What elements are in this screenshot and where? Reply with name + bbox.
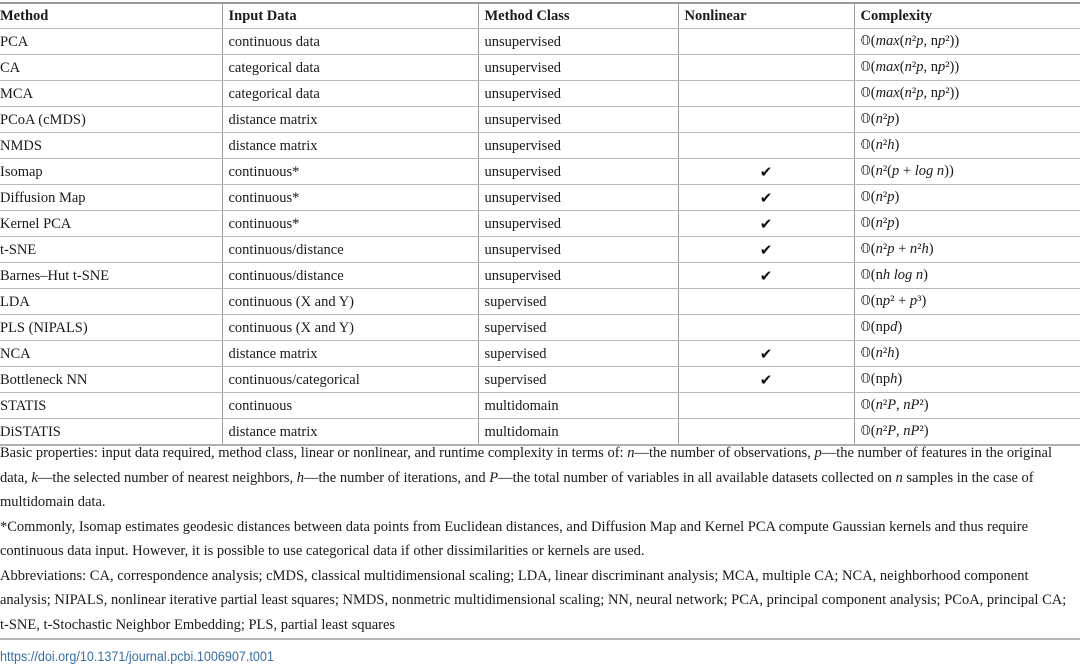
cell-method-class: unsupervised xyxy=(478,159,678,185)
cell-nonlinear xyxy=(678,81,854,107)
cell-complexity: 𝕆(max(n²p, np²)) xyxy=(854,55,1080,81)
cell-nonlinear xyxy=(678,29,854,55)
cell-complexity: 𝕆(npd) xyxy=(854,315,1080,341)
header-complexity: Complexity xyxy=(854,3,1080,29)
cell-method: Isomap xyxy=(0,159,222,185)
cell-method: PCA xyxy=(0,29,222,55)
cell-input-data: continuous* xyxy=(222,211,478,237)
header-method: Method xyxy=(0,3,222,29)
cell-method: CA xyxy=(0,55,222,81)
table-row xyxy=(0,159,1080,185)
cell-method-class: supervised xyxy=(478,315,678,341)
cell-method-class: unsupervised xyxy=(478,237,678,263)
cell-complexity: 𝕆(max(n²p, np²)) xyxy=(854,81,1080,107)
cell-method: Barnes–Hut t-SNE xyxy=(0,263,222,289)
cell-nonlinear xyxy=(678,237,854,263)
cell-complexity: 𝕆(n²P, nP²) xyxy=(854,419,1080,446)
cell-input-data: distance matrix xyxy=(222,419,478,446)
cell-nonlinear xyxy=(678,55,854,81)
note-basic-properties: Basic properties: input data required, method class, linear or nonlinear, and runtime complexity in terms of: n—the number of observations, p—the number of features in the original data, k—the selected number of nearest neighbors, h—the number of iterations, and P—the total number of variables in all available datasets collected on n samples in the case of multidomain data. xyxy=(0,445,1053,510)
table-row xyxy=(0,55,1080,81)
cell-input-data: continuous/categorical xyxy=(222,367,478,393)
cell-complexity: 𝕆(n²(p + log n)) xyxy=(854,159,1080,185)
cell-input-data: categorical data xyxy=(222,81,478,107)
cell-method-class: multidomain xyxy=(478,419,678,446)
checkmark-icon: ✔ xyxy=(759,266,773,285)
cell-complexity: 𝕆(n²h) xyxy=(854,341,1080,367)
cell-input-data: distance matrix xyxy=(222,107,478,133)
cell-method: NMDS xyxy=(0,133,222,159)
table-row xyxy=(0,185,1080,211)
cell-nonlinear xyxy=(678,393,854,419)
table-body xyxy=(0,29,1080,446)
cell-nonlinear xyxy=(678,133,854,159)
cell-nonlinear xyxy=(678,289,854,315)
table-row xyxy=(0,133,1080,159)
cell-nonlinear xyxy=(678,107,854,133)
cell-method: PLS (NIPALS) xyxy=(0,315,222,341)
cell-method-class: unsupervised xyxy=(478,55,678,81)
cell-input-data: continuous/distance xyxy=(222,237,478,263)
checkmark-icon: ✔ xyxy=(759,162,773,181)
cell-complexity: 𝕆(n²h) xyxy=(854,133,1080,159)
checkmark-icon: ✔ xyxy=(759,370,773,389)
table-row xyxy=(0,341,1080,367)
cell-method-class: supervised xyxy=(478,289,678,315)
cell-method: DiSTATIS xyxy=(0,419,222,446)
cell-method-class: multidomain xyxy=(478,393,678,419)
cell-complexity: 𝕆(max(n²p, np²)) xyxy=(854,29,1080,55)
cell-input-data: continuous* xyxy=(222,159,478,185)
cell-method: Bottleneck NN xyxy=(0,367,222,393)
cell-method: MCA xyxy=(0,81,222,107)
note-footnote-star: *Commonly, Isomap estimates geodesic distances between data points from Euclidean distances, and Diffusion Map and Kernel PCA compute Gaussian kernels and thus require continuous data input. However, it is possible to use categorical data if other dissimilarities or kernels are used. xyxy=(0,518,1029,559)
cell-nonlinear xyxy=(678,159,854,185)
checkmark-icon: ✔ xyxy=(759,344,773,363)
cell-input-data: continuous (X and Y) xyxy=(222,315,478,341)
note-abbreviations: Abbreviations: CA, correspondence analysis; cMDS, classical multidimensional scaling; LDA, linear discriminant analysis; MCA, multiple CA; NCA, neighborhood component analysis; NIPALS, nonlinear iterative partial least squares; NMDS, nonmetric multidimensional scaling; NN, neural network; PCA, principal component analysis; PCoA, principal CA; t-SNE, t-Stochastic Neighbor Embedding; PLS, partial least squares xyxy=(0,567,1067,633)
cell-input-data: continuous (X and Y) xyxy=(222,289,478,315)
cell-nonlinear xyxy=(678,185,854,211)
table-row xyxy=(0,211,1080,237)
cell-nonlinear xyxy=(678,341,854,367)
cell-complexity: 𝕆(n²p + n²h) xyxy=(854,237,1080,263)
cell-method: LDA xyxy=(0,289,222,315)
cell-complexity: 𝕆(n²p) xyxy=(854,211,1080,237)
table-row xyxy=(0,393,1080,419)
cell-method: PCoA (cMDS) xyxy=(0,107,222,133)
cell-complexity: 𝕆(n²p) xyxy=(854,107,1080,133)
cell-nonlinear xyxy=(678,315,854,341)
cell-complexity: 𝕆(nh log n) xyxy=(854,263,1080,289)
table-row xyxy=(0,29,1080,55)
bottom-divider xyxy=(0,638,1080,640)
cell-method-class: unsupervised xyxy=(478,29,678,55)
table-row xyxy=(0,315,1080,341)
cell-method-class: supervised xyxy=(478,367,678,393)
cell-method-class: unsupervised xyxy=(478,263,678,289)
cell-method-class: unsupervised xyxy=(478,211,678,237)
cell-method-class: supervised xyxy=(478,341,678,367)
table-notes xyxy=(0,441,1078,637)
cell-nonlinear xyxy=(678,263,854,289)
table-row xyxy=(0,263,1080,289)
cell-method-class: unsupervised xyxy=(478,185,678,211)
cell-complexity: 𝕆(nph) xyxy=(854,367,1080,393)
cell-input-data: distance matrix xyxy=(222,133,478,159)
cell-method-class: unsupervised xyxy=(478,107,678,133)
cell-input-data: categorical data xyxy=(222,55,478,81)
table-row xyxy=(0,237,1080,263)
methods-table xyxy=(0,2,1080,446)
cell-method: STATIS xyxy=(0,393,222,419)
checkmark-icon: ✔ xyxy=(759,214,773,233)
table-row xyxy=(0,107,1080,133)
cell-method: Diffusion Map xyxy=(0,185,222,211)
cell-method-class: unsupervised xyxy=(478,81,678,107)
table-row xyxy=(0,367,1080,393)
cell-input-data: continuous xyxy=(222,393,478,419)
cell-method-class: unsupervised xyxy=(478,133,678,159)
methods-table-container xyxy=(0,2,1080,446)
table-row xyxy=(0,289,1080,315)
table-header-row xyxy=(0,3,1080,29)
header-input-data: Input Data xyxy=(222,3,478,29)
header-method-class: Method Class xyxy=(478,3,678,29)
cell-complexity: 𝕆(np² + p³) xyxy=(854,289,1080,315)
table-row xyxy=(0,81,1080,107)
cell-method: NCA xyxy=(0,341,222,367)
checkmark-icon: ✔ xyxy=(759,188,773,207)
cell-complexity: 𝕆(n²p) xyxy=(854,185,1080,211)
cell-complexity: 𝕆(n²P, nP²) xyxy=(854,393,1080,419)
checkmark-icon: ✔ xyxy=(759,240,773,259)
cell-input-data: continuous/distance xyxy=(222,263,478,289)
cell-input-data: distance matrix xyxy=(222,341,478,367)
cell-nonlinear xyxy=(678,211,854,237)
header-nonlinear: Nonlinear xyxy=(678,3,854,29)
cell-nonlinear xyxy=(678,367,854,393)
doi-link[interactable]: https://doi.org/10.1371/journal.pcbi.1006907.t001 xyxy=(0,648,274,664)
cell-method: Kernel PCA xyxy=(0,211,222,237)
cell-input-data: continuous* xyxy=(222,185,478,211)
cell-method: t-SNE xyxy=(0,237,222,263)
cell-input-data: continuous data xyxy=(222,29,478,55)
